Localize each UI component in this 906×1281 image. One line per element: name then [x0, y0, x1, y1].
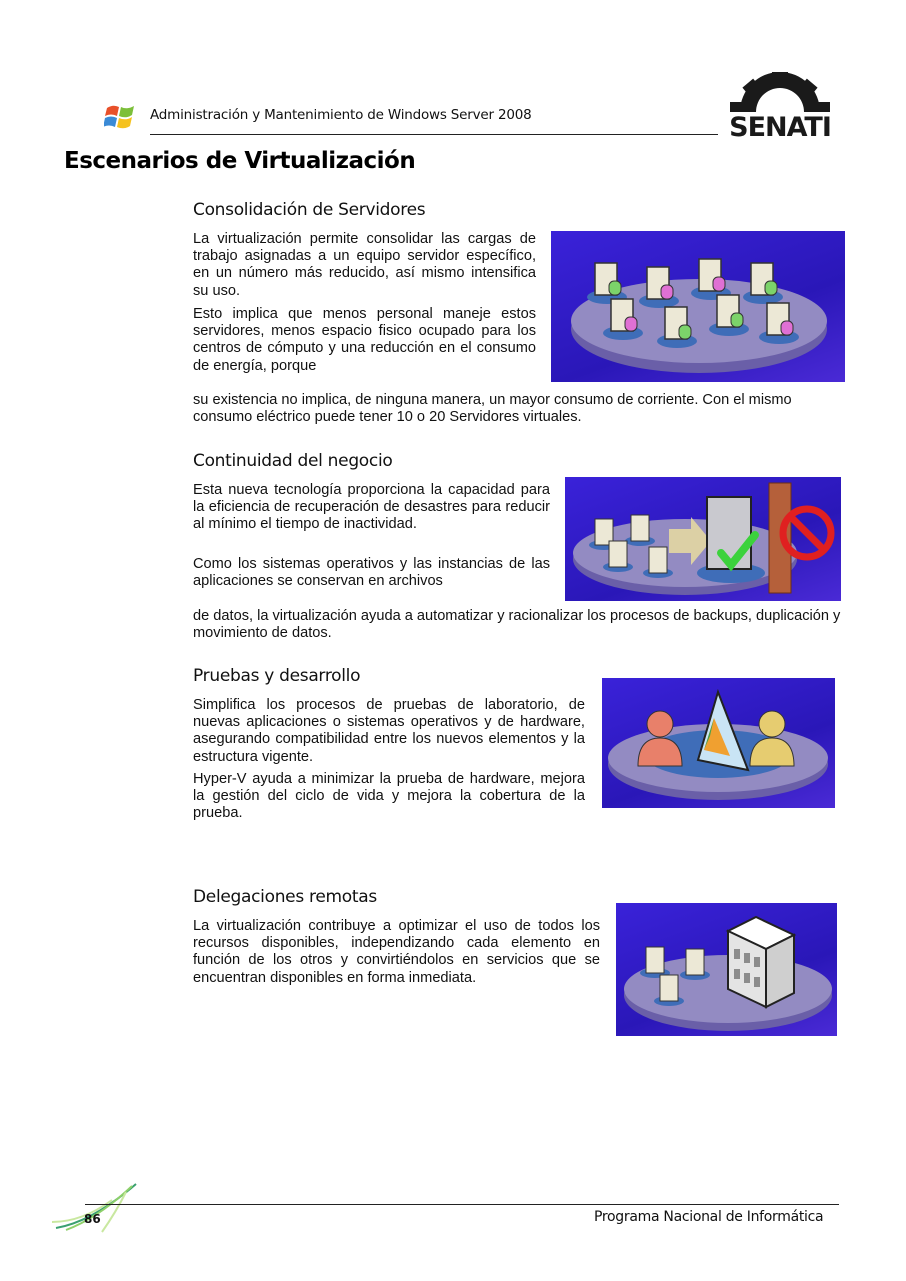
swoosh-logo-icon: [52, 1182, 142, 1234]
server-consolidation-image: [551, 231, 845, 382]
remote-offices-image: [616, 903, 837, 1036]
section-paragraph: Hyper-V ayuda a minimizar la prueba de hardware, mejora la gestión del ciclo de vida y mejora la cobertura de la prueba.: [193, 771, 585, 822]
svg-text:SENATI: SENATI: [729, 112, 831, 138]
testing-development-image: [602, 678, 835, 808]
office-building-icon: [728, 917, 794, 1007]
section-paragraph: Simplifica los procesos de pruebas de laboratorio, de nuevas aplicaciones o sistemas operativos y de hardware, asegurando compatibilidad entre los nuevos elementos y la estructura vigente.: [193, 697, 585, 765]
header-title: Administración y Mantenimiento de Windows Server 2008: [150, 107, 532, 123]
footer-program-name: Programa Nacional de Informática: [594, 1209, 824, 1225]
section-paragraph: su existencia no implica, de ninguna manera, un mayor consumo de corriente. Con el mismo consumo eléctrico puede tener 10 o 20 Servidores virtuales.: [193, 392, 792, 426]
business-continuity-image: [565, 477, 841, 601]
section-paragraph: Esta nueva tecnología proporciona la capacidad para la eficiencia de recuperación de desastres para reducir al mínimo el tiempo de inactividad.: [193, 482, 550, 533]
section-heading-continuidad: Continuidad del negocio: [193, 451, 393, 471]
header-divider: [150, 134, 718, 135]
footer-divider: [85, 1204, 839, 1205]
section-paragraph: Como los sistemas operativos y las instancias de las aplicaciones se conservan en archivos: [193, 556, 550, 590]
section-heading-consolidacion: Consolidación de Servidores: [193, 200, 426, 220]
section-paragraph: La virtualización contribuye a optimizar el uso de todos los recursos disponibles, independizando cada elemento en función de los otros y convirtiéndolos en servicios que se encuentran disponibles en forma inmediata.: [193, 918, 600, 986]
section-heading-delegaciones: Delegaciones remotas: [193, 887, 377, 907]
page-number: 86: [84, 1212, 101, 1226]
windows-logo-icon: [104, 102, 138, 132]
section-paragraph: Esto implica que menos personal maneje estos servidores, menos espacio fisico ocupado para los centros de cómputo y una reducción en el consumo de energía, porque: [193, 306, 536, 374]
page-title: Escenarios de Virtualización: [64, 148, 416, 174]
section-heading-pruebas: Pruebas y desarrollo: [193, 666, 361, 686]
senati-logo-icon: [716, 72, 844, 138]
section-paragraph: La virtualización permite consolidar las cargas de trabajo asignadas a un equipo servidor específico, en un número más reducido, así mismo intensifica su uso.: [193, 231, 536, 299]
section-paragraph: de datos, la virtualización ayuda a automatizar y racionalizar los procesos de backups, duplicación y movimiento de datos.: [193, 608, 841, 642]
